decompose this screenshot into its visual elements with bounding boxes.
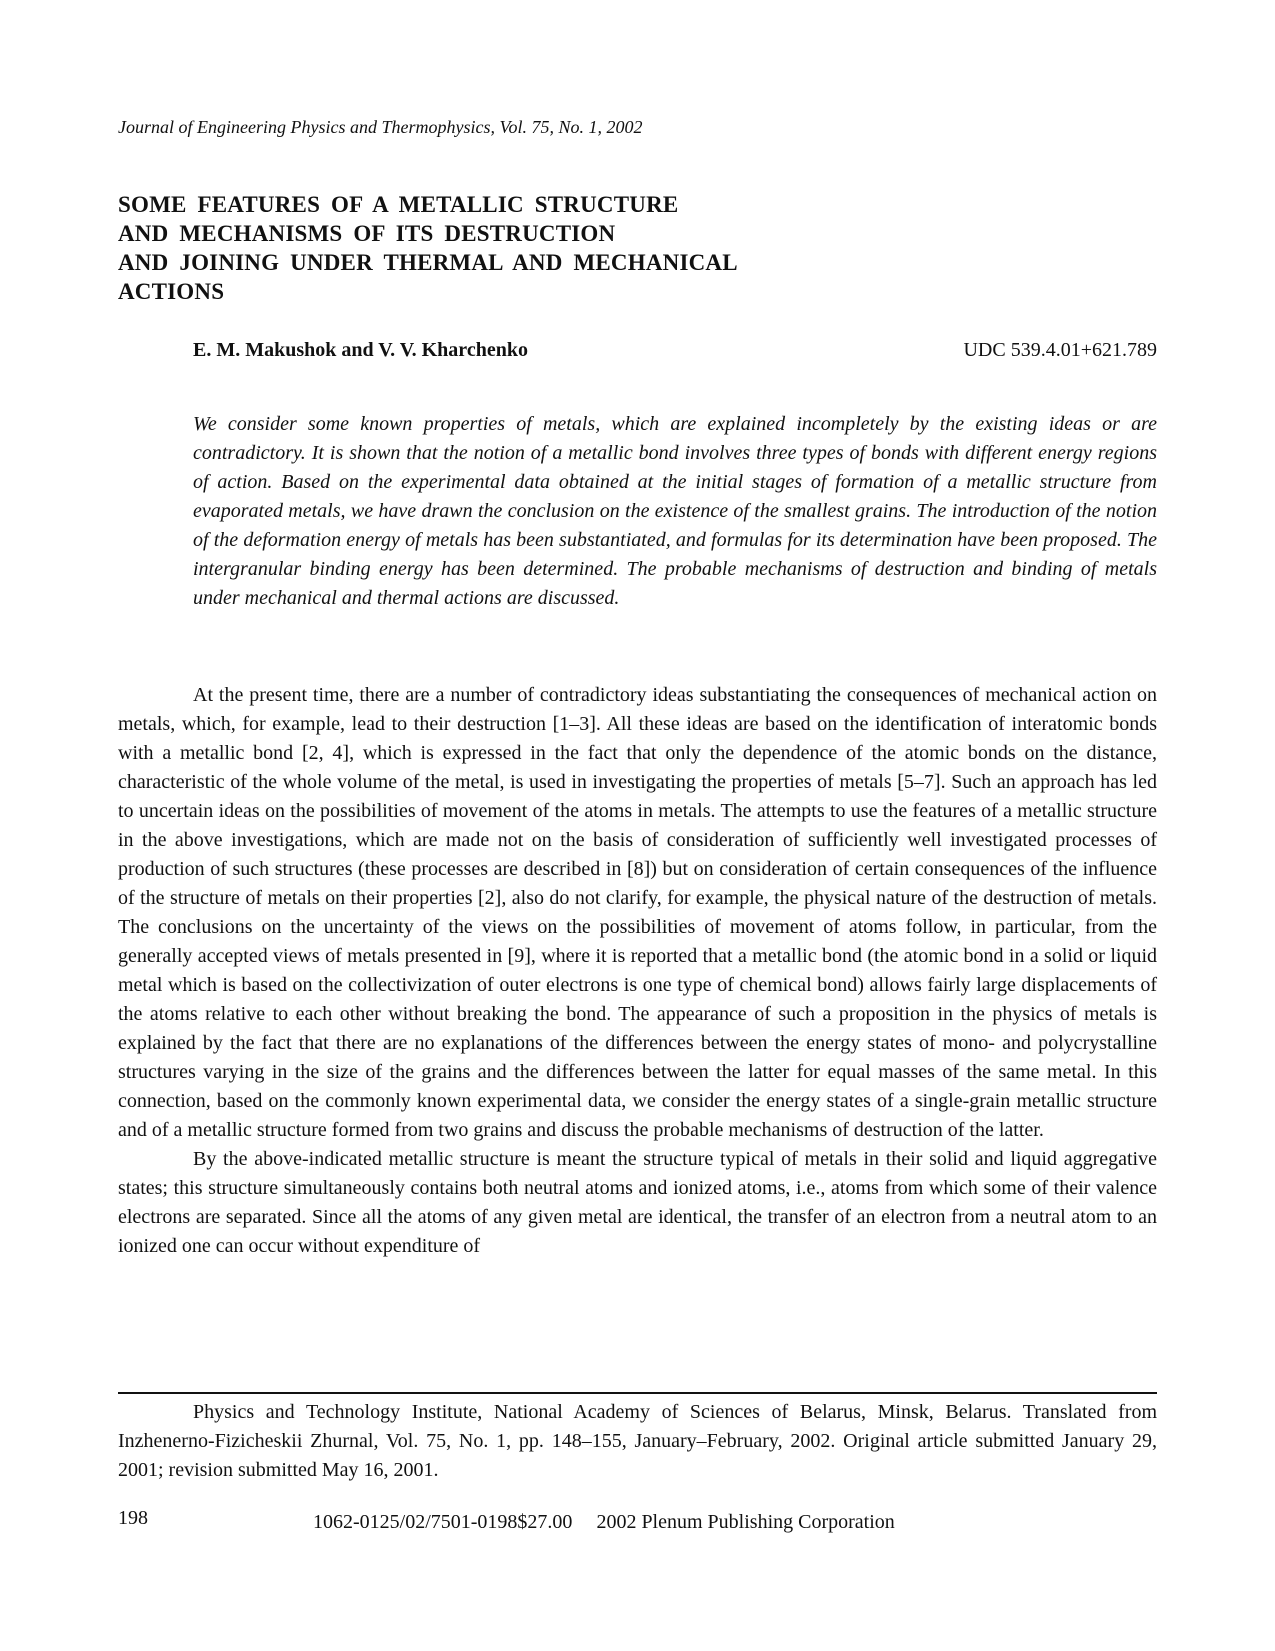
publisher: 2002 Plenum Publishing Corporation xyxy=(596,1511,895,1533)
abstract: We consider some known properties of metals, which are explained incompletely by the existing ideas or are contradictory. It is shown that the notion of a metallic bond involves three types of bonds with different energy regions of action. Based on the experimental data obtained at the initial stages of formation of a metallic structure from evaporated metals, we have drawn the conclusion on the existence of the smallest grains. The introduction of the notion of the deformation energy of metals has been substantiated, and formulas for its determination have been proposed. The intergranular binding energy has been determined. The probable mechanisms of destruction and binding of metals under mechanical and thermal actions are discussed. xyxy=(193,413,1157,609)
issn-price: 1062-0125/02/7501-0198$27.00 xyxy=(313,1511,573,1533)
udc-code: UDC 539.4.01+621.789 xyxy=(963,339,1157,361)
page-number: 198 xyxy=(118,1507,148,1529)
footnote-divider xyxy=(118,1392,1157,1394)
footnote: Physics and Technology Institute, National Academy of Sciences of Belarus, Minsk, Belarus. Translated from Inzhenerno-Fizicheskii Zhurnal, Vol. 75, No. 1, pp. 148–155, January–February, 2002. Original article submitted January 29, 2001; revision submitted May 16, 2001. xyxy=(118,1401,1157,1481)
journal-header: Journal of Engineering Physics and Thermophysics, Vol. 75, No. 1, 2002 xyxy=(118,117,643,137)
paragraph: At the present time, there are a number of contradictory ideas substantiating the consequences of mechanical action on metals, which, for example, lead to their destruction [1–3]. All these ideas are based on the identification of interatomic bonds with a metallic bond [2, 4], which is expressed in the fact that only the dependence of the atomic bonds on the distance, characteristic of the whole volume of the metal, is used in investigating the properties of metals [5–7]. Such an approach has led to uncertain ideas on the possibilities of movement of the atoms in metals. The attempts to use the features of a metallic structure in the above investigations, which are made not on the basis of consideration of sufficiently well investigated processes of production of such structures (these processes are described in [8]) but on consideration of certain consequences of the influence of the structure of metals on their properties [2], also do not clarify, for example, the physical nature of the destruction of metals. The conclusions on the uncertainty of the views on the possibilities of movement of atoms follow, in particular, from the generally accepted views of metals presented in [9], where it is reported that a metallic bond (the atomic bond in a solid or liquid metal which is based on the collectivization of outer electrons is one type of chemical bond) allows fairly large displacements of the atoms relative to each other without breaking the bond. The appearance of such a proposition in the physics of metals is explained by the fact that there are no explanations of the differences between the energy states of mono- and polycrystalline structures varying in the size of the grains and the differences between the latter for equal masses of the same metal. In this connection, based on the commonly known experimental data, we consider the energy states of a single-grain metallic structure and of a metallic structure formed from two grains and discuss the probable mechanisms of destruction of the latter. xyxy=(118,684,1157,1141)
title-line: AND JOINING UNDER THERMAL AND MECHANICAL xyxy=(118,250,738,275)
article-title xyxy=(118,190,818,306)
title-line: ACTIONS xyxy=(118,279,225,304)
copyright-line xyxy=(313,1510,895,1534)
title-line: AND MECHANISMS OF ITS DESTRUCTION xyxy=(118,221,616,246)
authors: E. M. Makushok and V. V. Kharchenko xyxy=(193,339,528,361)
title-line: SOME FEATURES OF A METALLIC STRUCTURE xyxy=(118,192,679,217)
paragraph: By the above-indicated metallic structure is meant the structure typical of metals in their solid and liquid aggregative states; this structure simultaneously contains both neutral atoms and ionized atoms, i.e., atoms from which some of their valence electrons are separated. Since all the atoms of any given metal are identical, the transfer of an electron from a neutral atom to an ionized one can occur without expenditure of xyxy=(118,1148,1157,1257)
body-text xyxy=(118,681,1157,1261)
